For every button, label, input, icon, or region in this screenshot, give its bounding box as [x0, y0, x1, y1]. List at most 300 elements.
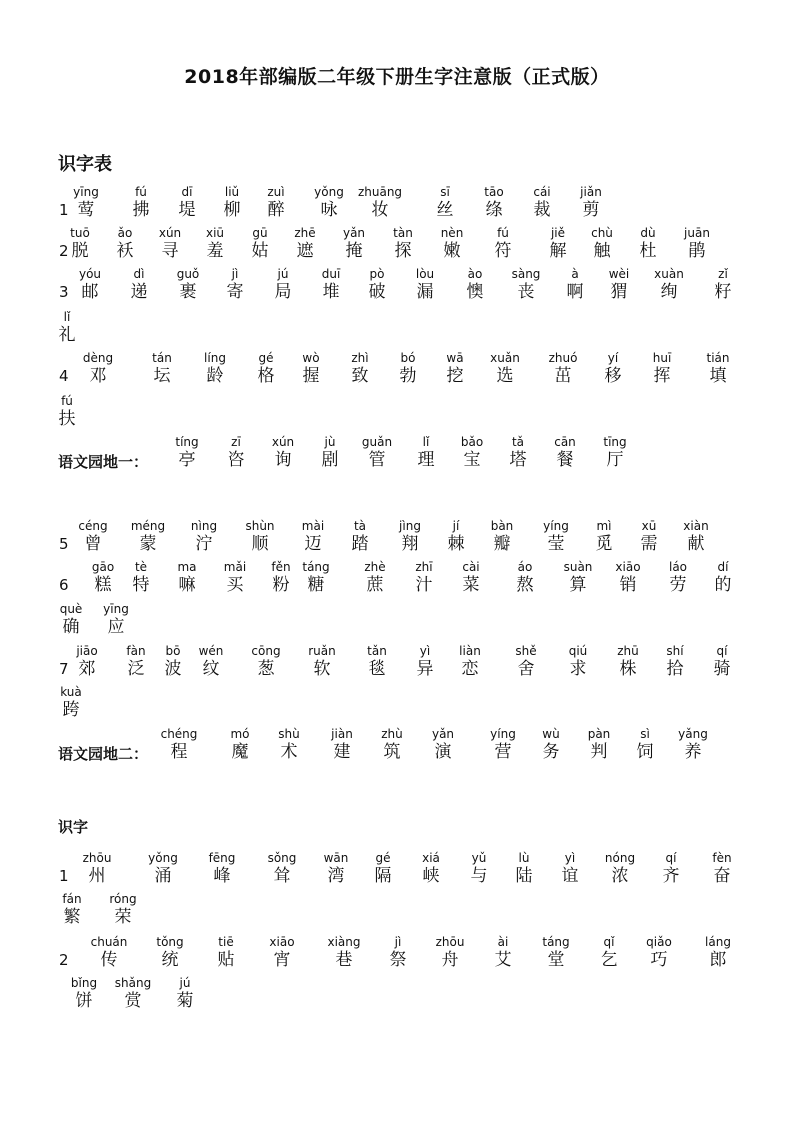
pinyin: tè — [134, 560, 148, 574]
pinyin: zhè — [364, 560, 386, 574]
hanzi: 填 — [709, 366, 727, 386]
hanzi: 管 — [368, 450, 386, 470]
hanzi: 厅 — [606, 450, 624, 470]
hanzi: 宝 — [463, 450, 481, 470]
pinyin: yīng — [73, 185, 99, 199]
hanzi: 莺 — [77, 200, 95, 220]
pinyin: tuō — [70, 226, 90, 240]
pinyin: dì — [133, 267, 145, 281]
pinyin: nèn — [440, 226, 464, 240]
pinyin: gé — [375, 851, 391, 865]
hanzi: 菊 — [176, 991, 194, 1011]
char-row — [0, 603, 794, 643]
pinyin: tǎ — [511, 435, 525, 449]
char-row — [0, 436, 794, 476]
pinyin: chéng — [160, 727, 198, 741]
pinyin: zhū — [617, 644, 639, 658]
char-row — [0, 352, 794, 392]
pinyin: jiàn — [331, 727, 353, 741]
hanzi: 舟 — [441, 950, 459, 970]
hanzi: 州 — [88, 866, 106, 886]
pinyin: zhē — [294, 226, 316, 240]
hanzi: 陆 — [515, 866, 533, 886]
hanzi: 邓 — [89, 366, 107, 386]
pinyin: cái — [533, 185, 551, 199]
pinyin: mǎi — [223, 560, 247, 574]
hanzi: 需 — [640, 534, 658, 554]
hanzi: 算 — [569, 575, 587, 595]
pinyin: yǒng — [314, 185, 344, 199]
hanzi: 养 — [684, 742, 702, 762]
hanzi: 握 — [302, 366, 320, 386]
hanzi: 绚 — [660, 282, 678, 302]
char-row — [0, 227, 794, 267]
pinyin: fú — [497, 226, 509, 240]
pinyin: shùn — [245, 519, 275, 533]
pinyin: xiàn — [683, 519, 709, 533]
pinyin: zī — [231, 435, 241, 449]
hanzi: 龄 — [206, 366, 224, 386]
pinyin: fú — [135, 185, 147, 199]
hanzi: 勃 — [399, 366, 417, 386]
pinyin: zhì — [351, 351, 369, 365]
pinyin: qí — [716, 644, 728, 658]
hanzi: 迈 — [304, 534, 322, 554]
hanzi: 丧 — [517, 282, 535, 302]
hanzi: 局 — [274, 282, 292, 302]
hanzi: 粉 — [272, 575, 290, 595]
char-row — [0, 395, 794, 435]
hanzi: 巷 — [335, 950, 353, 970]
hanzi: 挥 — [653, 366, 671, 386]
pinyin: sǒng — [267, 851, 297, 865]
pinyin: zhuāng — [357, 185, 403, 199]
hanzi: 涌 — [154, 866, 172, 886]
hanzi: 舍 — [517, 659, 535, 679]
pinyin: qiǎo — [646, 935, 672, 949]
hanzi: 祭 — [389, 950, 407, 970]
hanzi: 啊 — [566, 282, 584, 302]
hanzi: 棘 — [447, 534, 465, 554]
hanzi: 浓 — [611, 866, 629, 886]
pinyin: tǒng — [156, 935, 184, 949]
pinyin: wā — [446, 351, 464, 365]
pinyin: lòu — [415, 267, 435, 281]
pinyin: lù — [518, 851, 530, 865]
hanzi: 寄 — [226, 282, 244, 302]
hanzi: 纹 — [202, 659, 220, 679]
hanzi: 剧 — [321, 450, 339, 470]
hanzi: 谊 — [561, 866, 579, 886]
pinyin: chù — [591, 226, 613, 240]
hanzi: 挖 — [446, 366, 464, 386]
char-row — [0, 268, 794, 308]
hanzi: 销 — [619, 575, 637, 595]
pinyin: céng — [78, 519, 108, 533]
hanzi: 葱 — [257, 659, 275, 679]
hanzi: 觅 — [595, 534, 613, 554]
row-number: 6 — [59, 576, 69, 594]
pinyin: sì — [640, 727, 650, 741]
pinyin: cài — [462, 560, 480, 574]
hanzi: 判 — [590, 742, 608, 762]
char-row — [0, 686, 794, 726]
pinyin: bō — [165, 644, 181, 658]
hanzi: 魔 — [231, 742, 249, 762]
pinyin: chuán — [90, 935, 128, 949]
pinyin: qiú — [568, 644, 588, 658]
hanzi: 求 — [569, 659, 587, 679]
hanzi: 询 — [274, 450, 292, 470]
pinyin: xiàng — [327, 935, 361, 949]
section-label-yuwen2: 语文园地二： — [58, 745, 149, 763]
hanzi: 破 — [368, 282, 386, 302]
hanzi: 漏 — [416, 282, 434, 302]
hanzi: 嫩 — [443, 241, 461, 261]
hanzi: 裹 — [179, 282, 197, 302]
pinyin: bǐng — [70, 976, 98, 990]
hanzi: 软 — [313, 659, 331, 679]
pinyin: bǎo — [460, 435, 484, 449]
pinyin: tiē — [218, 935, 234, 949]
pinyin: méng — [130, 519, 166, 533]
pinyin: fěn — [271, 560, 291, 574]
hanzi: 翔 — [401, 534, 419, 554]
char-row — [0, 852, 794, 892]
hanzi: 统 — [161, 950, 179, 970]
hanzi: 糕 — [94, 575, 112, 595]
pinyin: wù — [542, 727, 560, 741]
pinyin: tīng — [603, 435, 627, 449]
pinyin: sī — [440, 185, 450, 199]
hanzi: 递 — [130, 282, 148, 302]
hanzi: 探 — [394, 241, 412, 261]
pinyin: dù — [640, 226, 656, 240]
pinyin: xiāo — [269, 935, 295, 949]
hanzi: 确 — [62, 617, 80, 637]
pinyin: ào — [467, 267, 483, 281]
page-title: 2018年部编版二年级下册生字注意版（正式版） — [184, 66, 610, 88]
pinyin: ài — [497, 935, 509, 949]
pinyin: fèn — [712, 851, 732, 865]
pinyin: tíng — [175, 435, 199, 449]
char-row — [0, 936, 794, 976]
pinyin: xuàn — [654, 267, 684, 281]
hanzi: 拾 — [666, 659, 684, 679]
hanzi: 赏 — [124, 991, 142, 1011]
hanzi: 妆 — [371, 200, 389, 220]
hanzi: 绦 — [485, 200, 503, 220]
hanzi: 异 — [416, 659, 434, 679]
hanzi: 献 — [687, 534, 705, 554]
pinyin: guǒ — [176, 267, 200, 281]
pinyin: yǔ — [471, 851, 487, 865]
pinyin: yí — [607, 351, 619, 365]
pinyin: yíng — [490, 727, 516, 741]
pinyin: pàn — [587, 727, 611, 741]
pinyin: zhuó — [548, 351, 578, 365]
row-number: 2 — [59, 242, 69, 260]
pinyin: gāo — [91, 560, 115, 574]
pinyin: liàn — [459, 644, 481, 658]
pinyin: ruǎn — [308, 644, 336, 658]
hanzi: 剪 — [582, 200, 600, 220]
pinyin: guǎn — [361, 435, 393, 449]
hanzi: 餐 — [556, 450, 574, 470]
hanzi: 宵 — [273, 950, 291, 970]
pinyin: jì — [231, 267, 239, 281]
pinyin: lǐ — [422, 435, 430, 449]
section-heading-shizi: 识字 — [58, 818, 89, 836]
pinyin: yǎn — [431, 727, 455, 741]
hanzi: 丝 — [436, 200, 454, 220]
hanzi: 裁 — [533, 200, 551, 220]
hanzi: 泞 — [195, 534, 213, 554]
pinyin: cān — [554, 435, 576, 449]
pinyin: què — [59, 602, 83, 616]
hanzi: 郎 — [709, 950, 727, 970]
row-number: 3 — [59, 283, 69, 301]
pinyin: jiǎn — [580, 185, 602, 199]
hanzi: 饼 — [75, 991, 93, 1011]
hanzi: 蒙 — [139, 534, 157, 554]
pinyin: bàn — [490, 519, 514, 533]
pinyin: xún — [271, 435, 295, 449]
pinyin: wò — [302, 351, 320, 365]
hanzi: 符 — [494, 241, 512, 261]
hanzi: 堤 — [178, 200, 196, 220]
pinyin: fú — [61, 394, 73, 408]
pinyin: yíng — [543, 519, 569, 533]
hanzi: 术 — [280, 742, 298, 762]
hanzi: 程 — [170, 742, 188, 762]
hanzi: 懊 — [466, 282, 484, 302]
hanzi: 柳 — [223, 200, 241, 220]
hanzi: 筑 — [383, 742, 401, 762]
pinyin: qǐ — [603, 935, 615, 949]
hanzi: 应 — [107, 617, 125, 637]
hanzi: 特 — [132, 575, 150, 595]
hanzi: 拂 — [132, 200, 150, 220]
hanzi: 脱 — [71, 241, 89, 261]
hanzi: 奋 — [713, 866, 731, 886]
hanzi: 毯 — [368, 659, 386, 679]
hanzi: 郊 — [78, 659, 96, 679]
pinyin: gé — [258, 351, 274, 365]
hanzi: 致 — [351, 366, 369, 386]
pinyin: ma — [177, 560, 197, 574]
hanzi: 汁 — [415, 575, 433, 595]
pinyin: láng — [705, 935, 731, 949]
row-number: 1 — [59, 867, 69, 885]
hanzi: 堆 — [322, 282, 340, 302]
pinyin: yǒng — [148, 851, 178, 865]
pinyin: tà — [353, 519, 367, 533]
pinyin: gū — [252, 226, 268, 240]
pinyin: dí — [717, 560, 729, 574]
hanzi: 移 — [604, 366, 622, 386]
pinyin: fēng — [208, 851, 236, 865]
hanzi: 与 — [470, 866, 488, 886]
hanzi: 隔 — [374, 866, 392, 886]
pinyin: jiāo — [76, 644, 98, 658]
pinyin: jiě — [550, 226, 566, 240]
pinyin: tàn — [393, 226, 413, 240]
hanzi: 劳 — [669, 575, 687, 595]
char-row — [0, 893, 794, 933]
hanzi: 踏 — [351, 534, 369, 554]
hanzi: 籽 — [714, 282, 732, 302]
hanzi: 触 — [593, 241, 611, 261]
pinyin: yì — [419, 644, 431, 658]
pinyin: yì — [564, 851, 576, 865]
hanzi: 恋 — [461, 659, 479, 679]
pinyin: zhù — [381, 727, 403, 741]
hanzi: 跨 — [62, 700, 80, 720]
pinyin: zǐ — [718, 267, 728, 281]
pinyin: jú — [277, 267, 289, 281]
hanzi: 塔 — [509, 450, 527, 470]
hanzi: 演 — [434, 742, 452, 762]
hanzi: 羞 — [206, 241, 224, 261]
pinyin: suàn — [563, 560, 593, 574]
hanzi: 菜 — [462, 575, 480, 595]
pinyin: mó — [230, 727, 250, 741]
hanzi: 醉 — [267, 200, 285, 220]
hanzi: 耸 — [273, 866, 291, 886]
pinyin: xū — [641, 519, 657, 533]
hanzi: 鹃 — [688, 241, 706, 261]
hanzi: 建 — [333, 742, 351, 762]
pinyin: dī — [181, 185, 193, 199]
pinyin: zhōu — [82, 851, 112, 865]
pinyin: yīng — [103, 602, 129, 616]
pinyin: táng — [302, 560, 330, 574]
pinyin: jù — [324, 435, 336, 449]
hanzi: 顺 — [251, 534, 269, 554]
pinyin: xiá — [422, 851, 440, 865]
pinyin: huī — [652, 351, 672, 365]
pinyin: wén — [198, 644, 224, 658]
hanzi: 曾 — [84, 534, 102, 554]
row-number: 4 — [59, 367, 69, 385]
hanzi: 波 — [164, 659, 182, 679]
pinyin: dèng — [82, 351, 114, 365]
hanzi: 选 — [496, 366, 514, 386]
hanzi: 熬 — [516, 575, 534, 595]
pinyin: fán — [62, 892, 82, 906]
pinyin: shí — [666, 644, 684, 658]
hanzi: 饲 — [636, 742, 654, 762]
pinyin: sàng — [511, 267, 541, 281]
hanzi: 的 — [714, 575, 732, 595]
pinyin: duī — [321, 267, 341, 281]
hanzi: 格 — [257, 366, 275, 386]
pinyin: xiū — [205, 226, 225, 240]
hanzi: 峰 — [213, 866, 231, 886]
hanzi: 堂 — [547, 950, 565, 970]
hanzi: 买 — [226, 575, 244, 595]
pinyin: fàn — [126, 644, 146, 658]
pinyin: zhōu — [435, 935, 465, 949]
pinyin: mài — [301, 519, 325, 533]
pinyin: qí — [665, 851, 677, 865]
pinyin: shù — [278, 727, 300, 741]
hanzi: 营 — [494, 742, 512, 762]
char-row — [0, 645, 794, 685]
pinyin: róng — [109, 892, 137, 906]
pinyin: wèi — [608, 267, 630, 281]
pinyin: à — [571, 267, 579, 281]
pinyin: jú — [179, 976, 191, 990]
hanzi: 荣 — [114, 907, 132, 927]
row-number: 2 — [59, 951, 69, 969]
pinyin: cōng — [251, 644, 281, 658]
pinyin: yóu — [78, 267, 102, 281]
pinyin: nìng — [190, 519, 218, 533]
pinyin: tāo — [484, 185, 504, 199]
hanzi: 咏 — [320, 200, 338, 220]
pinyin: xún — [158, 226, 182, 240]
hanzi: 杜 — [639, 241, 657, 261]
char-row — [0, 977, 794, 1017]
row-number: 7 — [59, 660, 69, 678]
pinyin: jí — [452, 519, 460, 533]
pinyin: tán — [152, 351, 172, 365]
hanzi: 扶 — [58, 409, 76, 429]
section-heading-shizibiao: 识字表 — [58, 154, 112, 175]
char-row — [0, 561, 794, 601]
hanzi: 繁 — [63, 907, 81, 927]
pinyin: tǎn — [367, 644, 387, 658]
pinyin: pò — [369, 267, 385, 281]
pinyin: jìng — [399, 519, 421, 533]
pinyin: shě — [515, 644, 537, 658]
char-row — [0, 311, 794, 351]
hanzi: 坛 — [153, 366, 171, 386]
hanzi: 乞 — [600, 950, 618, 970]
hanzi: 湾 — [327, 866, 345, 886]
pinyin: juān — [684, 226, 710, 240]
pinyin: láo — [668, 560, 688, 574]
hanzi: 礼 — [58, 325, 76, 345]
row-number: 5 — [59, 535, 69, 553]
hanzi: 莹 — [547, 534, 565, 554]
pinyin: tián — [706, 351, 730, 365]
hanzi: 袄 — [116, 241, 134, 261]
hanzi: 瓣 — [493, 534, 511, 554]
pinyin: wān — [323, 851, 349, 865]
hanzi: 茁 — [554, 366, 572, 386]
hanzi: 亭 — [178, 450, 196, 470]
hanzi: 务 — [542, 742, 560, 762]
pinyin: yǎn — [342, 226, 366, 240]
pinyin: shǎng — [114, 976, 152, 990]
hanzi: 邮 — [81, 282, 99, 302]
pinyin: zhī — [415, 560, 433, 574]
pinyin: líng — [204, 351, 226, 365]
pinyin: ǎo — [117, 226, 133, 240]
pinyin: mì — [596, 519, 612, 533]
char-row — [0, 728, 794, 768]
hanzi: 巧 — [650, 950, 668, 970]
hanzi: 艾 — [494, 950, 512, 970]
hanzi: 掩 — [345, 241, 363, 261]
pinyin: zuì — [267, 185, 285, 199]
char-row — [0, 186, 794, 226]
pinyin: xiāo — [615, 560, 641, 574]
pinyin: lǐ — [63, 310, 71, 324]
